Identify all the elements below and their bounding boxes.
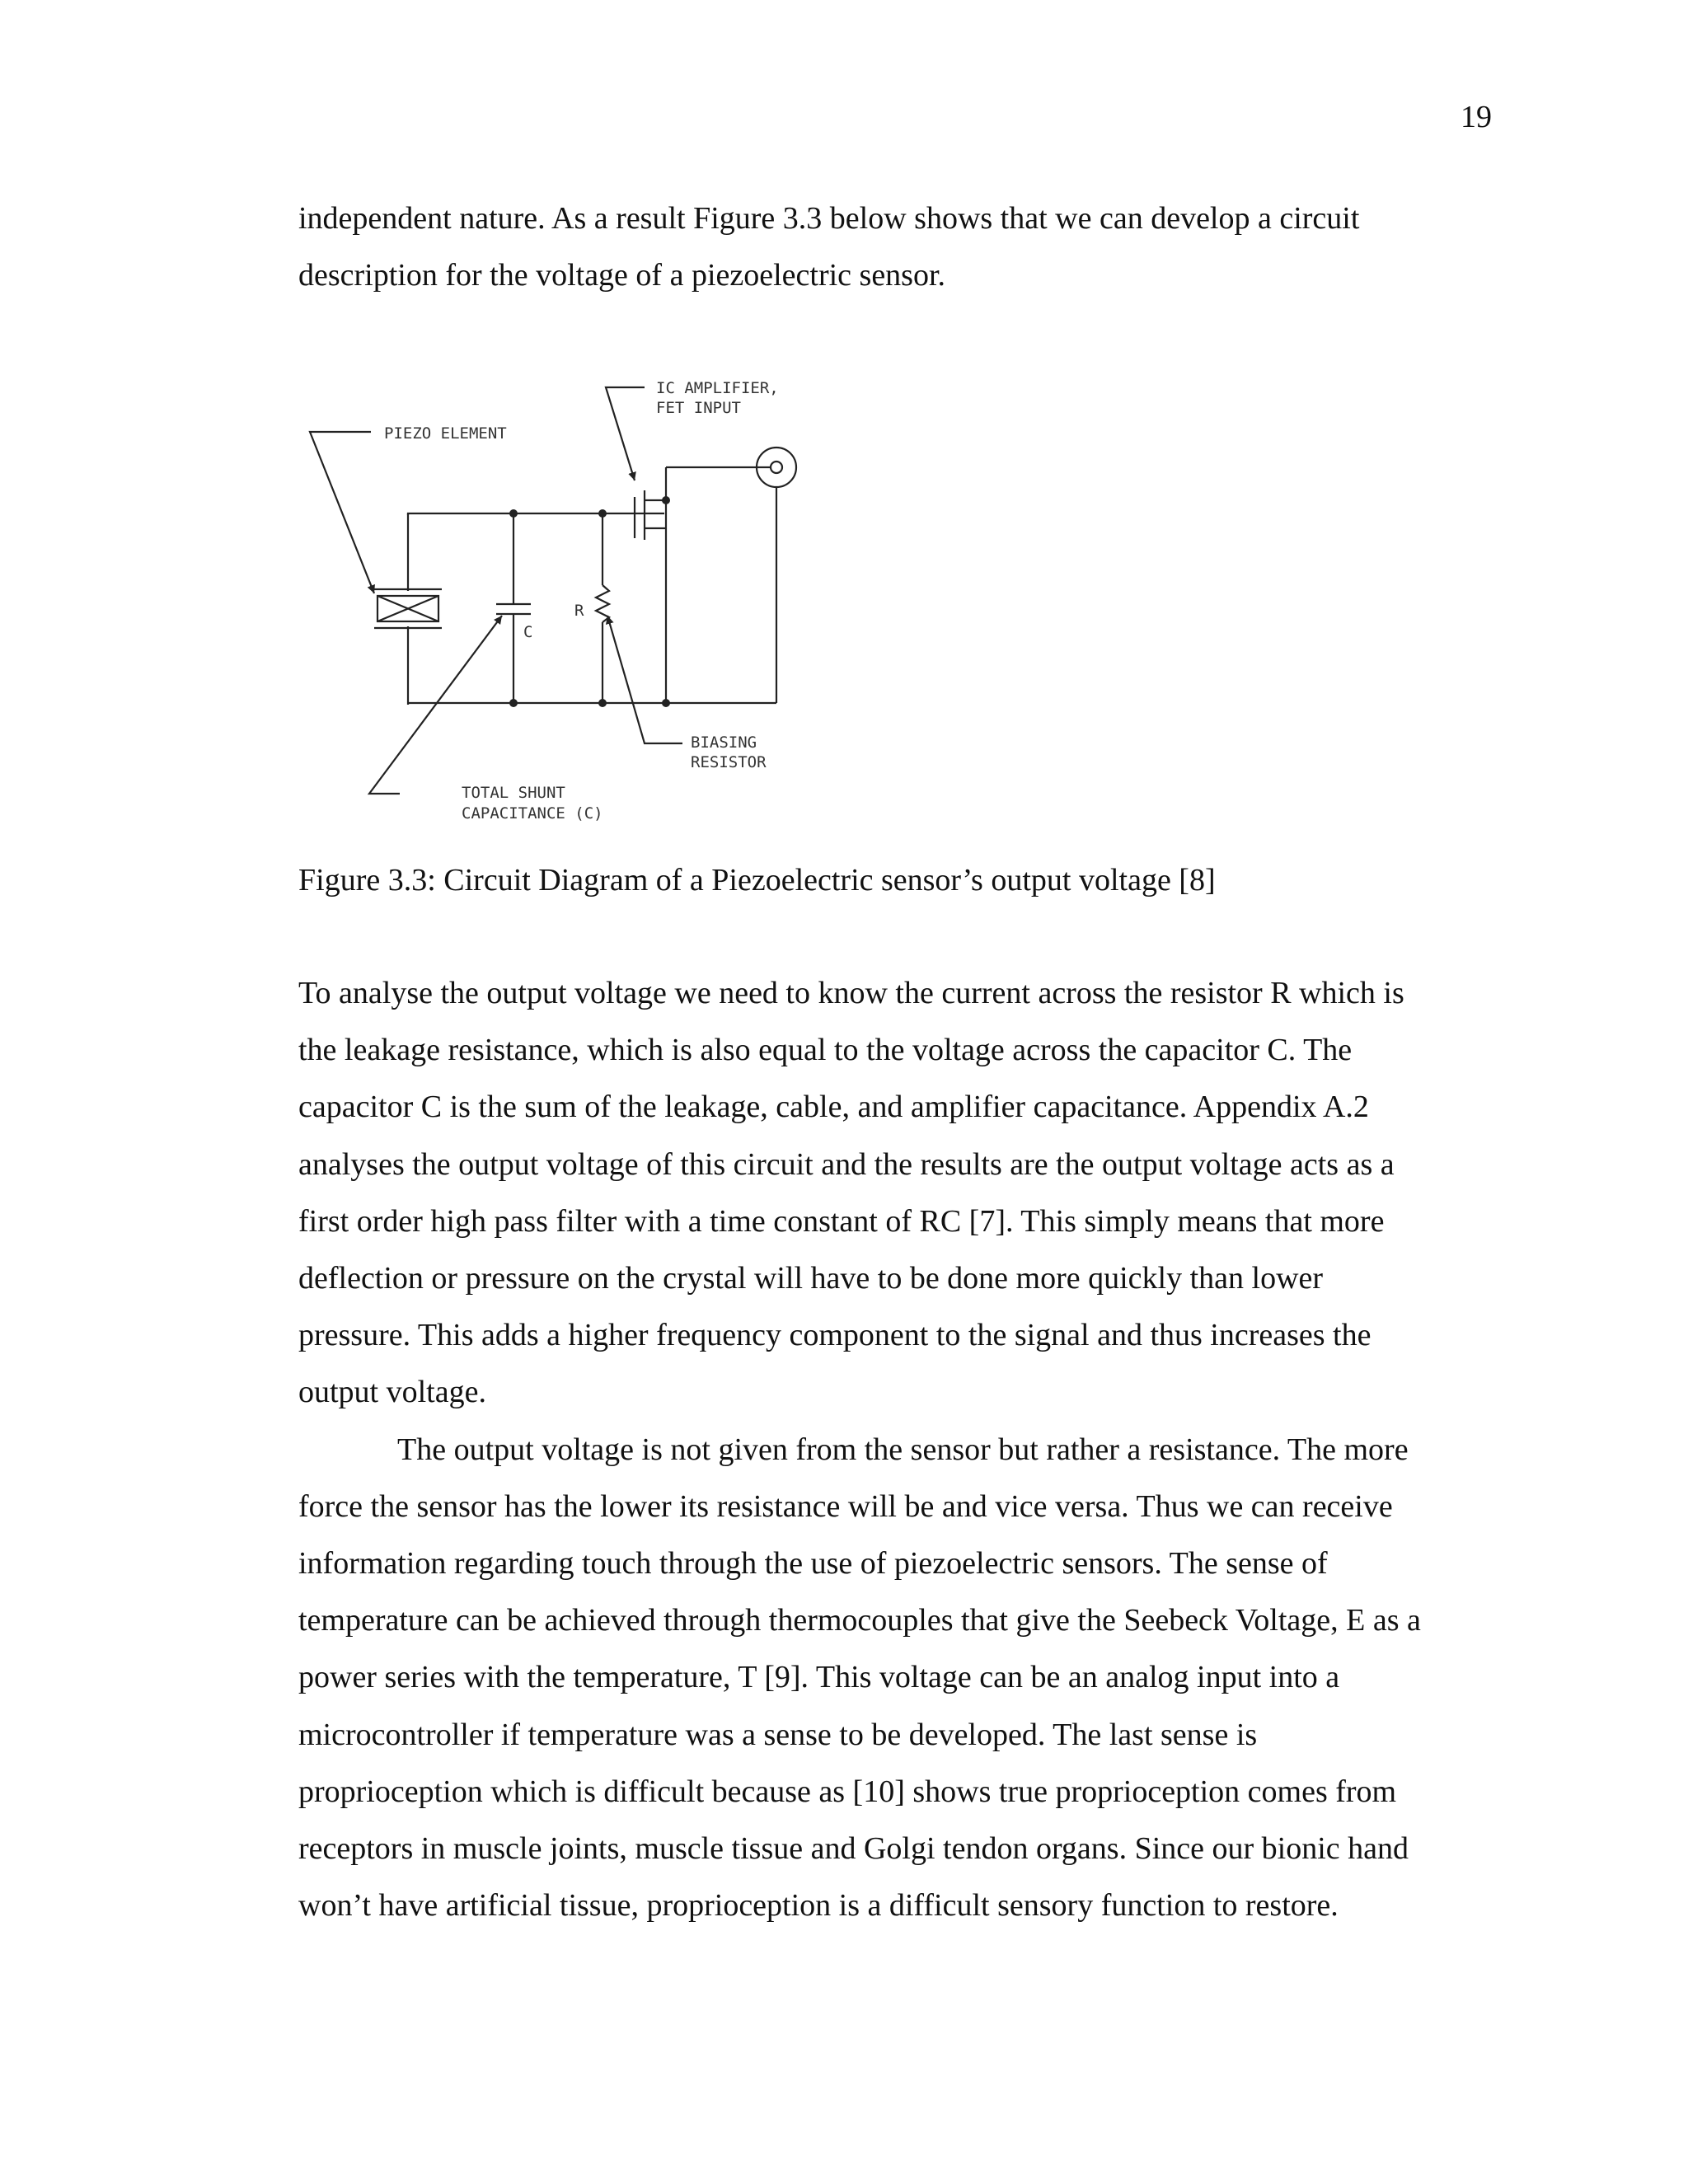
label-r: R [574, 602, 584, 620]
text-line: power series with the temperature, T [9]. This voltage can be an analog input into a [298, 1660, 1340, 1695]
text-line: receptors in muscle joints, muscle tissue and Golgi tendon organs. Since our bionic hand [298, 1831, 1409, 1867]
output-terminal-symbol [757, 448, 796, 703]
text-line: pressure. This adds a higher frequency component to the signal and thus increases the [298, 1318, 1372, 1353]
body-paragraphs [298, 965, 1535, 1934]
capacitor-symbol [496, 513, 531, 703]
text-line: independent nature. As a result Figure 3.3 below shows that we can develop a circuit [298, 201, 1360, 236]
text-line: capacitor C is the sum of the leakage, cable, and amplifier capacitance. Appendix A.2 [298, 1090, 1369, 1125]
label-c: C [523, 623, 533, 641]
label-amplifier-line2: FET INPUT [656, 399, 741, 417]
text-line: won’t have artificial tissue, proprioception is a difficult sensory function to restore. [298, 1888, 1339, 1924]
page-number: 19 [1461, 100, 1492, 134]
intro-paragraph [298, 190, 1535, 304]
text-line: The output voltage is not given from the sensor but rather a resistance. The more [397, 1432, 1409, 1467]
text-line: temperature can be achieved through thermocouples that give the Seebeck Voltage, E as a [298, 1603, 1421, 1638]
label-biasing-line2: RESISTOR [691, 753, 767, 771]
text-line: information regarding touch through the use of piezoelectric sensors. The sense of [298, 1546, 1328, 1582]
text-line: the leakage resistance, which is also equal to the voltage across the capacitor C. The [298, 1033, 1353, 1068]
text-line: deflection or pressure on the crystal will have to be done more quickly than lower [298, 1261, 1324, 1296]
label-amplifier-line1: IC AMPLIFIER, [656, 379, 779, 397]
shunt-leader [369, 616, 502, 794]
biasing-leader [607, 616, 682, 743]
text-line: To analyse the output voltage we need to know the current across the resistor R which is [298, 976, 1404, 1010]
text-line: force the sensor has the lower its resistance will be and vice versa. Thus we can receive [298, 1488, 1393, 1524]
figure-caption: Figure 3.3: Circuit Diagram of a Piezoelectric sensor’s output voltage [8] [298, 863, 1216, 898]
piezo-leader [310, 432, 374, 593]
label-shunt-line1: TOTAL SHUNT [462, 784, 565, 802]
circuit-svg [298, 375, 834, 837]
wire-top [408, 513, 664, 515]
piezo-element-symbol [374, 589, 442, 628]
text-line: microcontroller if temperature was a sense to be developed. The last sense is [298, 1717, 1258, 1752]
label-piezo: PIEZO ELEMENT [384, 424, 507, 443]
resistor-symbol [596, 513, 609, 703]
text-line: proprioception which is difficult because as [10] shows true proprioception comes from [298, 1774, 1397, 1809]
amplifier-leader [606, 387, 645, 480]
text-line: analyses the output voltage of this circuit and the results are the output voltage acts as a [298, 1146, 1395, 1182]
text-line: first order high pass filter with a time constant of RC [7]. This simply means that more [298, 1203, 1385, 1239]
circuit-diagram [298, 375, 834, 837]
label-shunt-line2: CAPACITANCE (C) [462, 804, 603, 823]
label-biasing-line1: BIASING [691, 733, 757, 752]
fet-symbol [635, 467, 770, 703]
text-line: output voltage. [298, 1375, 486, 1410]
text-line: description for the voltage of a piezoelectric sensor. [298, 258, 946, 293]
